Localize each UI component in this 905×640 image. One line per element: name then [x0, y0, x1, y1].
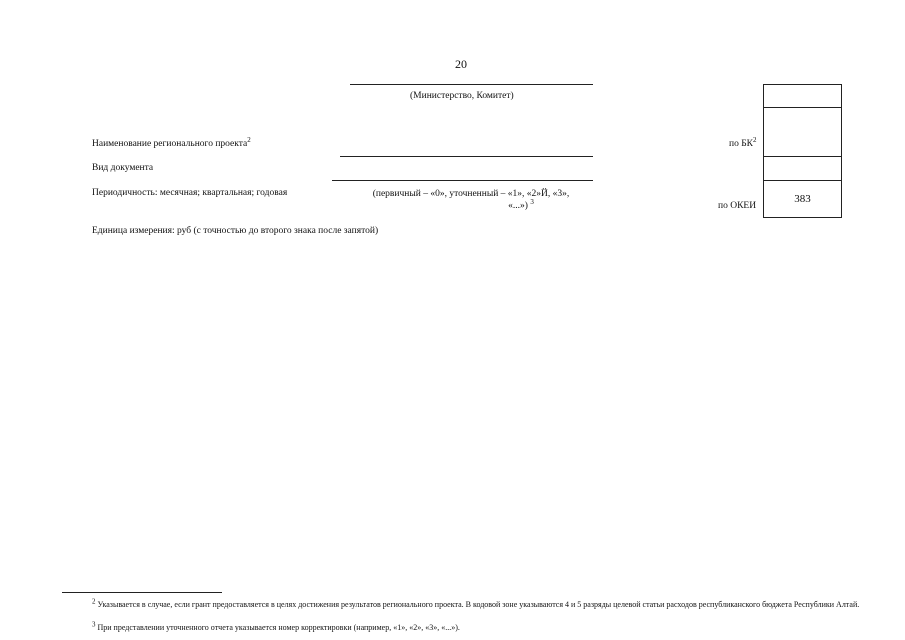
- project-name-label: Наименование регионального проекта$^2$: [92, 135, 251, 149]
- periodicity-label: Периодичность: месячная; квартальная; годовая: [92, 188, 288, 198]
- page-number: 20: [455, 57, 467, 71]
- project-name-line: [340, 156, 593, 157]
- footnote-separator: [62, 592, 222, 593]
- okei-label: по ОКЕИ: [718, 201, 757, 211]
- bk-label: по $БК^2$: [729, 135, 757, 149]
- code-box-top: [763, 84, 842, 108]
- code-box-bk: [763, 107, 842, 157]
- document-type-hint: [340, 188, 602, 212]
- code-box-middle: [763, 156, 842, 181]
- unit-label: Единица измерения: руб (с точностью до второго знака после запятой): [92, 226, 379, 236]
- ministry-caption: (Министерство, Комитет): [410, 91, 514, 101]
- document-type-hint-line2: «...») $^3$: [508, 197, 534, 211]
- okei-value: 383: [794, 192, 811, 205]
- ministry-line: [350, 84, 593, 85]
- footnote-2: $^2$ Указывается в случае, если грант предоставляется в целях достижения результатов регионального проекта. В кодовой зоне указываются 4 и 5 разряды целевой статьи расходов республиканского бюджета Республики Алтай.: [92, 597, 860, 609]
- footnote-3: $^3$ При представлении уточненного отчета указывается номер корректировки (например, «1», «2», «3», «...»).: [92, 620, 460, 632]
- document-type-line: [332, 180, 593, 181]
- document-type-hint-line1: (первичный – «0», уточненный – «1», «2»Й, «3»,: [372, 189, 570, 199]
- code-box-okei: [763, 180, 842, 218]
- document-type-label: Вид документа: [92, 163, 154, 173]
